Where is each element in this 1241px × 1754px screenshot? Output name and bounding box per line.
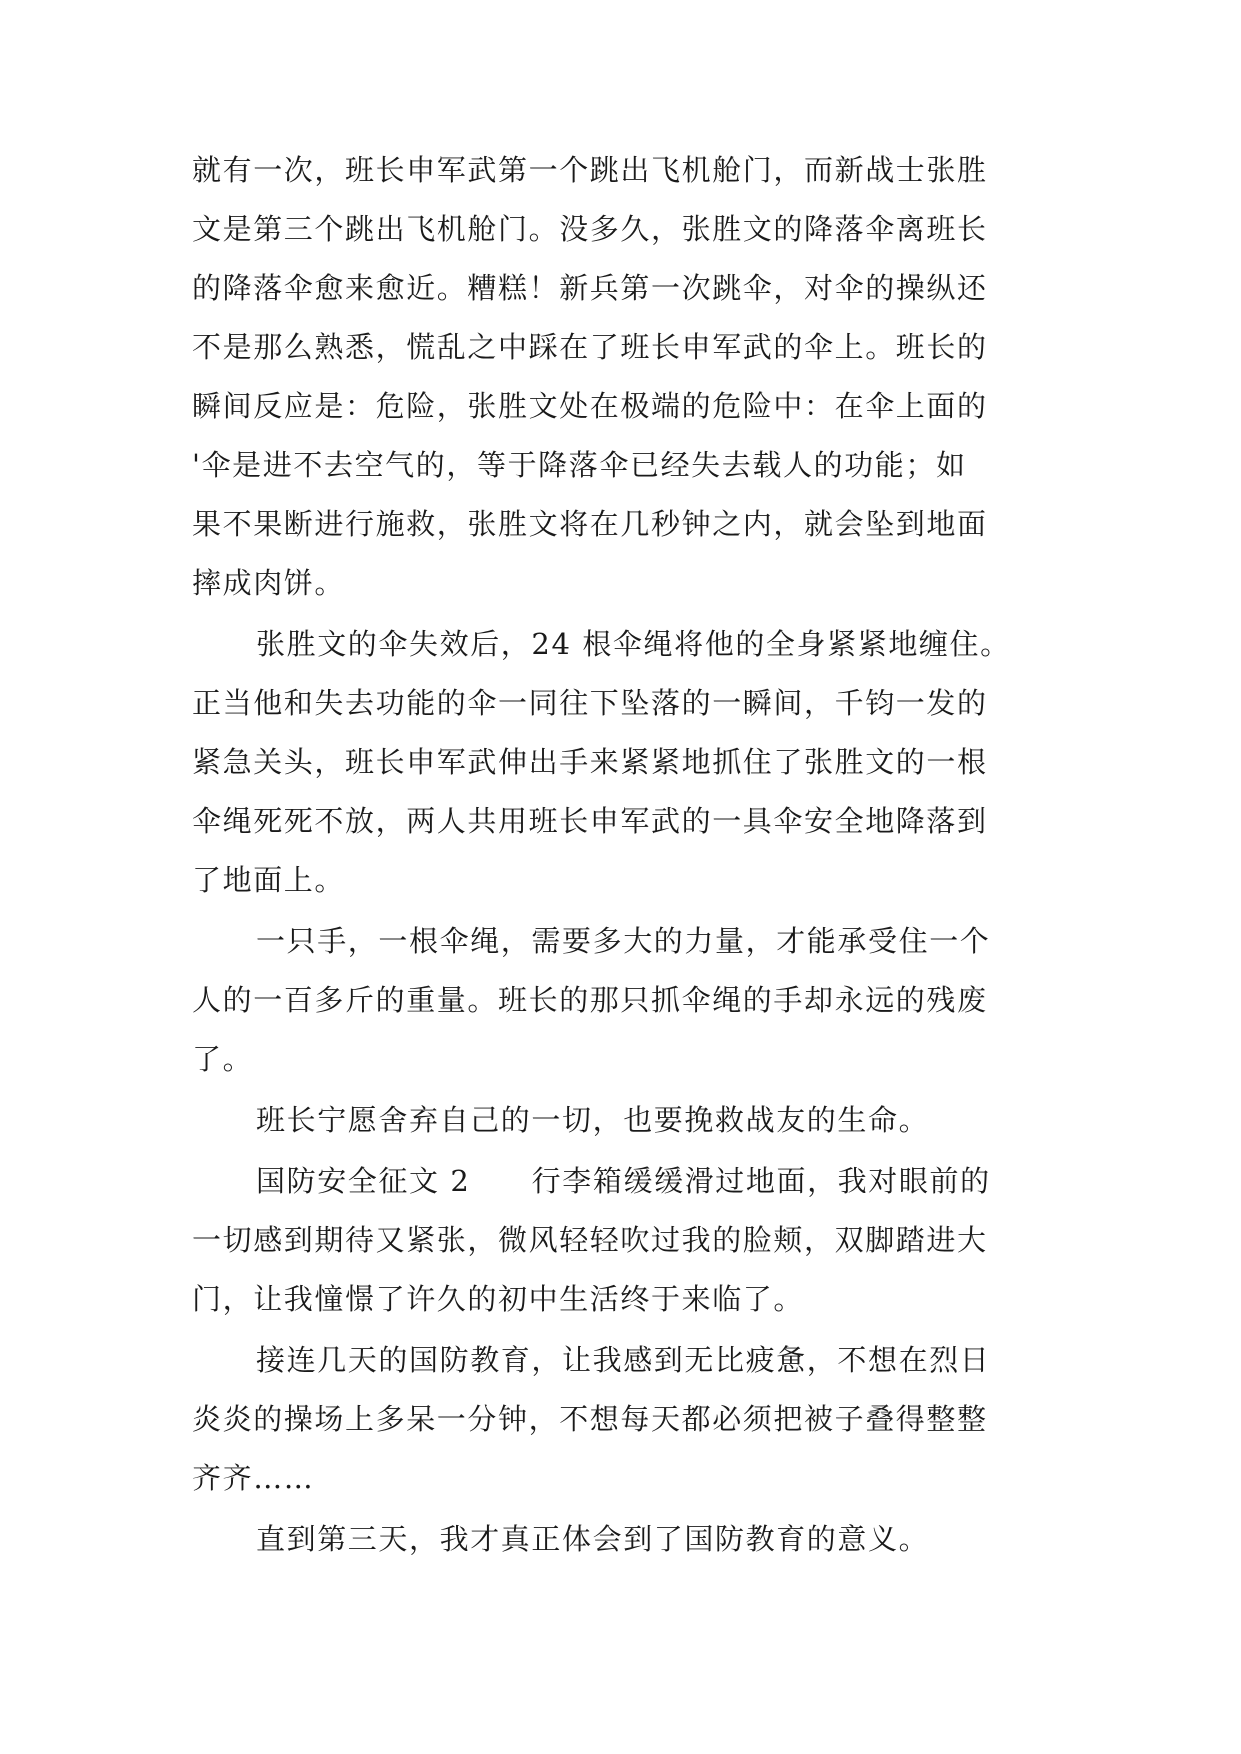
text-line: 人的一百多斤的重量。班长的那只抓伞绳的手却永远的残废	[192, 983, 988, 1017]
text-line: 一切感到期待又紧张，微风轻轻吹过我的脸颊，双脚踏进大	[192, 1223, 988, 1257]
text-line: 紧急关头，班长申军武伸出手来紧紧地抓住了张胜文的一根	[192, 745, 988, 779]
text-line: 了。	[192, 1042, 254, 1076]
section-heading-line: 国防安全征文 2 行李箱缓缓滑过地面，我对眼前的	[256, 1164, 991, 1198]
text-line: 文是第三个跳出飞机舱门。没多久，张胜文的降落伞离班长	[192, 212, 988, 246]
text-line: '伞是进不去空气的，等于降落伞已经失去载人的功能；如	[192, 448, 967, 482]
text-line: 正当他和失去功能的伞一同往下坠落的一瞬间，千钧一发的	[192, 686, 988, 720]
text-line: 摔成肉饼。	[192, 566, 346, 600]
text-line: 齐齐……	[192, 1461, 315, 1495]
paragraph-first-line: 接连几天的国防教育，让我感到无比疲惫，不想在烈日	[256, 1343, 991, 1377]
paragraph-first-line: 张胜文的伞失效后，24 根伞绳将他的全身紧紧地缠住。	[256, 627, 1011, 661]
text-line: 伞绳死死不放，两人共用班长申军武的一具伞安全地降落到	[192, 804, 988, 838]
text-line: 果不果断进行施救，张胜文将在几秒钟之内，就会坠到地面	[192, 507, 988, 541]
text-line: 就有一次，班长申军武第一个跳出飞机舱门，而新战士张胜	[192, 153, 988, 187]
text-line: 门，让我憧憬了许久的初中生活终于来临了。	[192, 1282, 805, 1316]
paragraph-first-line: 班长宁愿舍弃自己的一切，也要挽救战友的生命。	[256, 1103, 930, 1137]
text-line: 的降落伞愈来愈近。糟糕！新兵第一次跳伞，对伞的操纵还	[192, 271, 988, 305]
text-line: 炎炎的操场上多呆一分钟，不想每天都必须把被子叠得整整	[192, 1402, 988, 1436]
text-line: 瞬间反应是：危险，张胜文处在极端的危险中：在伞上面的	[192, 389, 988, 423]
text-line: 了地面上。	[192, 863, 346, 897]
paragraph-first-line: 直到第三天，我才真正体会到了国防教育的意义。	[256, 1522, 930, 1556]
paragraph-first-line: 一只手，一根伞绳，需要多大的力量，才能承受住一个	[256, 924, 991, 958]
text-line: 不是那么熟悉，慌乱之中踩在了班长申军武的伞上。班长的	[192, 330, 988, 364]
